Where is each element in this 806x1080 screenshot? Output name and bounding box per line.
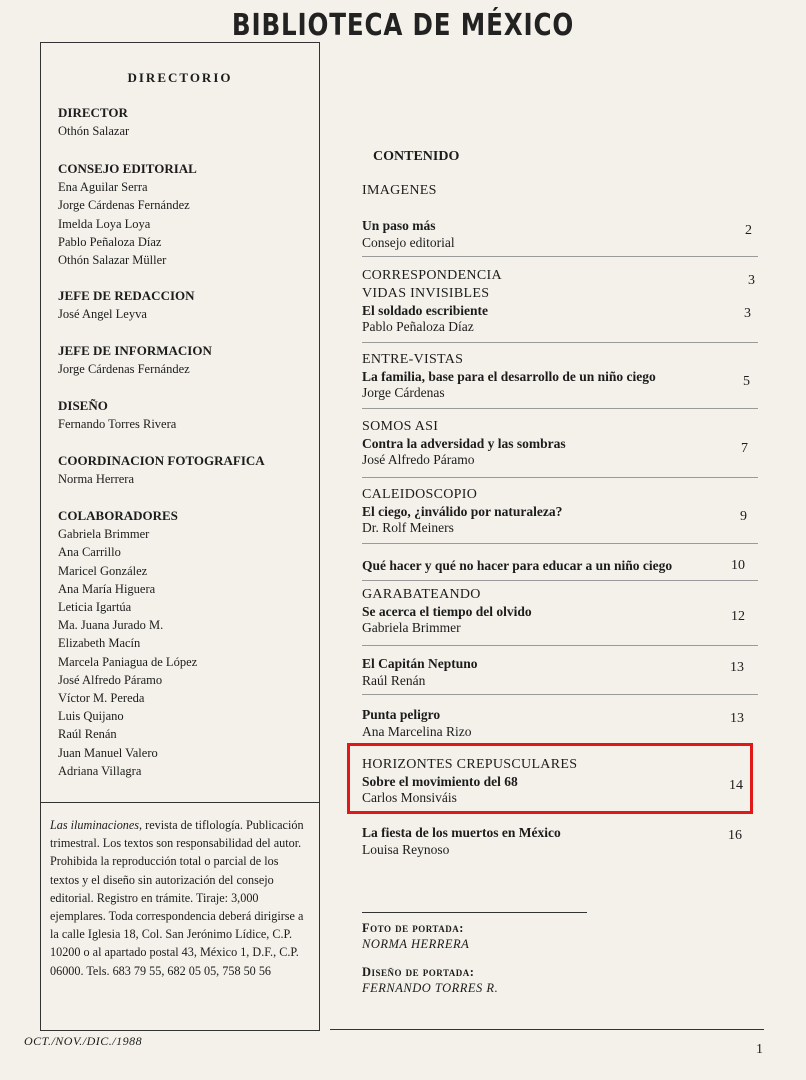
toc-title: La familia, base para el desarrollo de un niño ciego bbox=[362, 368, 656, 384]
toc-section: CORRESPONDENCIA bbox=[362, 268, 502, 283]
toc-author: Pablo Peñaloza Díaz bbox=[362, 319, 474, 334]
highlight-box bbox=[347, 743, 753, 814]
toc-section: GARABATEANDO bbox=[362, 587, 481, 602]
toc-entry[interactable] bbox=[362, 352, 762, 402]
toc-divider bbox=[362, 694, 758, 695]
collaborator-name: Luis Quijano bbox=[58, 709, 124, 724]
toc-section: HORIZONTES CREPUSCULARES bbox=[362, 757, 578, 772]
toc-section: ENTRE-VISTAS bbox=[362, 352, 464, 367]
toc-divider bbox=[362, 477, 758, 478]
toc-page-number: 3 bbox=[748, 273, 755, 288]
editorial-board-member: Jorge Cárdenas Fernández bbox=[58, 198, 190, 213]
collaborator-name: Gabriela Brimmer bbox=[58, 527, 150, 542]
toc-author: Ana Marcelina Rizo bbox=[362, 723, 472, 739]
editorial-board-member: Othón Salazar Müller bbox=[58, 253, 167, 268]
toc-entry[interactable] bbox=[362, 558, 732, 575]
editorial-board-member: Imelda Loya Loya bbox=[58, 216, 151, 231]
masthead: BIBLIOTECA DE MÉXICO bbox=[231, 8, 575, 43]
toc-title: Un paso más bbox=[362, 218, 436, 233]
toc-author: Louisa Reynoso bbox=[362, 841, 450, 857]
cover-design-credit bbox=[362, 964, 498, 996]
toc-divider bbox=[362, 543, 758, 544]
toc-section: IMAGENES bbox=[362, 183, 437, 198]
info-chief-name: Jorge Cárdenas Fernández bbox=[58, 362, 190, 377]
toc-section: VIDAS INVISIBLES bbox=[362, 286, 490, 301]
toc-author: Gabriela Brimmer bbox=[362, 620, 461, 635]
chief-editor-name: José Angel Leyva bbox=[58, 307, 147, 322]
issue-date: OCT./NOV./DIC./1988 bbox=[24, 1034, 143, 1048]
toc-entry[interactable] bbox=[362, 419, 762, 469]
photo-coordination-name: Norma Herrera bbox=[58, 472, 134, 487]
cover-photo-label: Foto de portada: bbox=[362, 921, 464, 935]
toc-title: Punta peligro bbox=[362, 707, 441, 722]
contents-heading: CONTENIDO bbox=[373, 149, 460, 164]
photo-coordination-block bbox=[58, 452, 313, 488]
design-block bbox=[58, 397, 313, 433]
toc-page-number: 16 bbox=[728, 828, 742, 843]
toc-entry[interactable] bbox=[362, 268, 762, 285]
toc-divider bbox=[362, 645, 758, 646]
toc-entry[interactable] bbox=[362, 656, 762, 689]
toc-page-number: 12 bbox=[731, 609, 745, 624]
collaborator-name: Marcela Paniagua de López bbox=[58, 654, 198, 669]
toc-page-number: 9 bbox=[740, 509, 747, 524]
collaborator-name: José Alfredo Páramo bbox=[58, 672, 163, 687]
colophon-text: , revista de tiflología. Publicación trimestral. Los textos son responsabilidad del autor. Prohibida la reproducción total o parcial de los textos y el diseño sin autorización del consejo editorial. Registro en trámite. Tiraje: 3,000 ejemplares. Toda correspondencia deberá dirigirse a la calle Iglesia 18, Col. San Jerónimo Lídice, C.P. 10200 o al apartado postal 43, México 1, D.F., C.P. 06000. Tels. 683 79 55, 682 05 05, 758 50 56 bbox=[50, 818, 304, 978]
toc-entry[interactable] bbox=[362, 218, 762, 251]
toc-page-number: 2 bbox=[745, 223, 752, 238]
toc-page-number: 3 bbox=[744, 306, 751, 321]
colophon bbox=[50, 816, 310, 980]
director-heading: DIRECTOR bbox=[58, 105, 128, 120]
collaborator-name: Víctor M. Pereda bbox=[58, 691, 145, 706]
credits-divider bbox=[362, 912, 587, 913]
collaborator-name: Ana María Higuera bbox=[58, 581, 156, 596]
toc-divider bbox=[362, 342, 758, 343]
info-chief-heading: JEFE DE INFORMACION bbox=[58, 343, 212, 358]
director-name: Othón Salazar bbox=[58, 124, 130, 139]
toc-title: El Capitán Neptuno bbox=[362, 656, 478, 671]
toc-entry[interactable] bbox=[362, 587, 762, 637]
collaborator-name: Elizabeth Macín bbox=[58, 636, 141, 651]
info-chief-block bbox=[58, 342, 313, 378]
toc-entry[interactable] bbox=[362, 825, 762, 858]
toc-title: El soldado escribiente bbox=[362, 302, 489, 318]
editorial-board-heading: CONSEJO EDITORIAL bbox=[58, 161, 197, 176]
toc-section: CALEIDOSCOPIO bbox=[362, 487, 478, 502]
toc-author: Consejo editorial bbox=[362, 234, 455, 250]
toc-title: Sobre el movimiento del 68 bbox=[362, 773, 518, 789]
toc-page-number: 14 bbox=[729, 778, 743, 793]
toc-page-number: 7 bbox=[741, 441, 748, 456]
cover-photo-name: NORMA HERRERA bbox=[362, 937, 470, 951]
toc-entry[interactable] bbox=[362, 286, 762, 336]
toc-divider bbox=[362, 408, 758, 409]
toc-page-number: 13 bbox=[730, 660, 744, 675]
toc-entry[interactable] bbox=[362, 183, 762, 200]
directory-divider bbox=[40, 802, 320, 803]
toc-section: SOMOS ASI bbox=[362, 419, 439, 434]
collaborator-name: Maricel González bbox=[58, 563, 148, 578]
editorial-board-member: Ena Aguilar Serra bbox=[58, 180, 148, 195]
page-number: 1 bbox=[756, 1042, 763, 1057]
toc-author: Raúl Renán bbox=[362, 672, 426, 688]
editorial-board-block bbox=[58, 160, 313, 269]
toc-page-number: 10 bbox=[731, 558, 745, 573]
toc-title: El ciego, ¿inválido por naturaleza? bbox=[362, 503, 563, 519]
collaborator-name: Leticia Igartúa bbox=[58, 600, 132, 615]
toc-divider bbox=[362, 580, 758, 581]
toc-page-number: 5 bbox=[743, 374, 750, 389]
toc-title: Se acerca el tiempo del olvido bbox=[362, 603, 532, 619]
design-heading: DISEÑO bbox=[58, 398, 108, 413]
toc-author: Jorge Cárdenas bbox=[362, 385, 445, 400]
editorial-board-member: Pablo Peñaloza Díaz bbox=[58, 234, 162, 249]
collaborator-name: Juan Manuel Valero bbox=[58, 745, 158, 760]
collaborator-name: Ana Carrillo bbox=[58, 545, 121, 560]
publication-name: Las iluminaciones bbox=[50, 818, 140, 832]
toc-entry[interactable] bbox=[362, 487, 762, 537]
chief-editor-heading: JEFE DE REDACCION bbox=[58, 288, 195, 303]
collaborator-name: Raúl Renán bbox=[58, 727, 117, 742]
cover-photo-credit bbox=[362, 920, 469, 952]
bottom-rule bbox=[330, 1029, 764, 1030]
toc-title: La fiesta de los muertos en México bbox=[362, 825, 561, 840]
collaborators-heading: COLABORADORES bbox=[58, 508, 178, 523]
toc-title: Qué hacer y qué no hacer para educar a un niño ciego bbox=[362, 558, 673, 573]
photo-coordination-heading: COORDINACION FOTOGRAFICA bbox=[58, 453, 265, 468]
cover-design-name: FERNANDO TORRES R. bbox=[362, 981, 499, 995]
collaborator-name: Adriana Villagra bbox=[58, 763, 142, 778]
toc-entry[interactable] bbox=[362, 707, 762, 740]
toc-author: Carlos Monsiváis bbox=[362, 790, 457, 805]
toc-divider bbox=[362, 256, 758, 257]
director-block bbox=[58, 104, 313, 140]
collaborator-name: Ma. Juana Jurado M. bbox=[58, 618, 164, 633]
toc-author: José Alfredo Páramo bbox=[362, 452, 475, 467]
chief-editor-block bbox=[58, 287, 313, 323]
toc-page-number: 13 bbox=[730, 711, 744, 726]
toc-title: Contra la adversidad y las sombras bbox=[362, 435, 566, 451]
toc-author: Dr. Rolf Meiners bbox=[362, 520, 454, 535]
design-name: Fernando Torres Rivera bbox=[58, 417, 177, 432]
collaborators-block bbox=[58, 507, 313, 780]
directory-title: DIRECTORIO bbox=[127, 70, 233, 85]
cover-design-label: Diseño de portada: bbox=[362, 965, 475, 979]
